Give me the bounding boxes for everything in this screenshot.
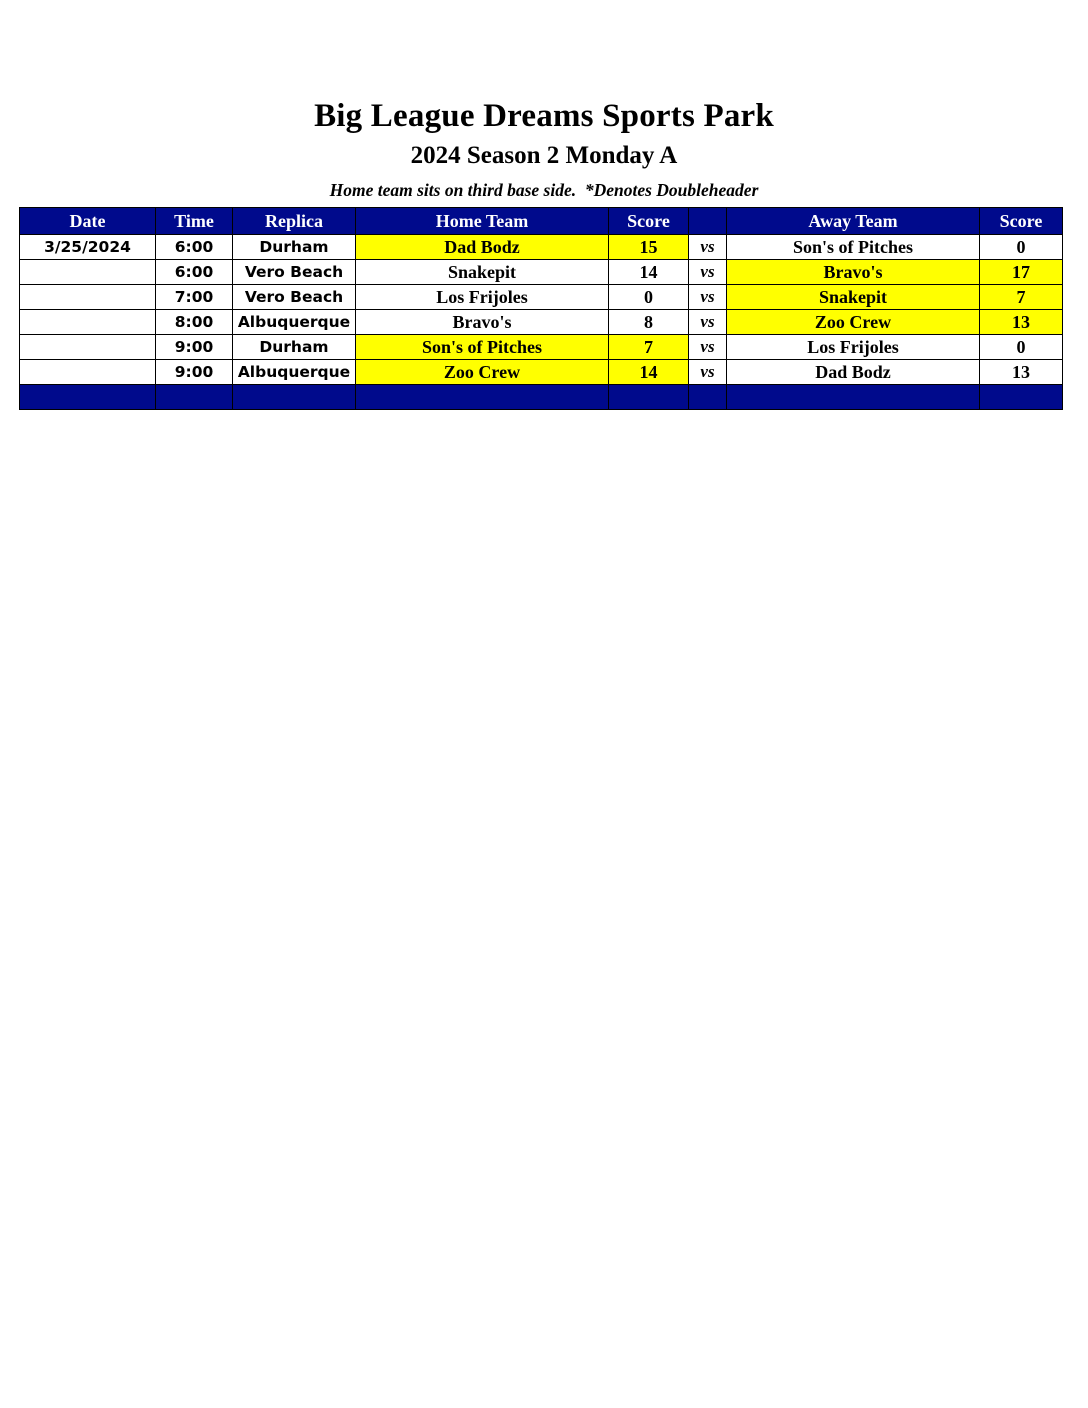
away-team-cell: Son's of Pitches (727, 235, 980, 260)
table-row (20, 360, 1063, 385)
home-score-cell: 14 (609, 260, 689, 285)
column-header-replica: Replica (233, 208, 356, 235)
home-team-cell: Zoo Crew (356, 360, 609, 385)
footer-cell (20, 385, 156, 410)
footer-cell (356, 385, 609, 410)
footer-cell (156, 385, 233, 410)
footer-cell (609, 385, 689, 410)
home-team-cell: Los Frijoles (356, 285, 609, 310)
table-row (20, 285, 1063, 310)
away-score-cell: 7 (980, 285, 1063, 310)
table-row (20, 310, 1063, 335)
vs-cell: vs (689, 310, 727, 335)
page-title: Big League Dreams Sports Park (314, 98, 774, 134)
away-team-cell: Snakepit (727, 285, 980, 310)
vs-cell: vs (689, 260, 727, 285)
date-cell (20, 360, 156, 385)
away-team-cell: Los Frijoles (727, 335, 980, 360)
column-header-home-score: Score (609, 208, 689, 235)
replica-cell: Albuquerque (233, 310, 356, 335)
column-header-home-team: Home Team (356, 208, 609, 235)
footer-cell (727, 385, 980, 410)
vs-cell: vs (689, 285, 727, 310)
replica-cell: Vero Beach (233, 260, 356, 285)
home-team-cell: Bravo's (356, 310, 609, 335)
replica-cell: Durham (233, 335, 356, 360)
time-cell: 7:00 (156, 285, 233, 310)
away-score-cell: 0 (980, 235, 1063, 260)
date-cell (20, 335, 156, 360)
date-cell (20, 260, 156, 285)
vs-cell: vs (689, 360, 727, 385)
away-team-cell: Zoo Crew (727, 310, 980, 335)
home-score-cell: 0 (609, 285, 689, 310)
vs-cell: vs (689, 335, 727, 360)
home-score-cell: 7 (609, 335, 689, 360)
home-score-cell: 14 (609, 360, 689, 385)
time-cell: 6:00 (156, 260, 233, 285)
page-subtitle: 2024 Season 2 Monday A (410, 142, 678, 169)
footer-cell (233, 385, 356, 410)
replica-cell: Durham (233, 235, 356, 260)
column-header-time: Time (156, 208, 233, 235)
replica-cell: Albuquerque (233, 360, 356, 385)
date-cell: 3/25/2024 (20, 235, 156, 260)
column-header-date: Date (20, 208, 156, 235)
footer-cell (689, 385, 727, 410)
vs-cell: vs (689, 235, 727, 260)
date-cell (20, 310, 156, 335)
time-cell: 9:00 (156, 335, 233, 360)
away-team-cell: Dad Bodz (727, 360, 980, 385)
home-score-cell: 15 (609, 235, 689, 260)
table-row (20, 335, 1063, 360)
home-team-cell: Snakepit (356, 260, 609, 285)
time-cell: 6:00 (156, 235, 233, 260)
date-cell (20, 285, 156, 310)
replica-cell: Vero Beach (233, 285, 356, 310)
footer-row (20, 385, 1063, 410)
column-header-away-score: Score (980, 208, 1063, 235)
away-score-cell: 0 (980, 335, 1063, 360)
footer-cell (980, 385, 1063, 410)
away-team-cell: Bravo's (727, 260, 980, 285)
schedule-note: Home team sits on third base side. *Denotes Doubleheader (329, 180, 759, 200)
time-cell: 8:00 (156, 310, 233, 335)
away-score-cell: 13 (980, 310, 1063, 335)
column-header-vs (689, 208, 727, 235)
schedule-table (19, 207, 1063, 410)
home-team-cell: Son's of Pitches (356, 335, 609, 360)
home-team-cell: Dad Bodz (356, 235, 609, 260)
table-row (20, 260, 1063, 285)
away-score-cell: 17 (980, 260, 1063, 285)
home-score-cell: 8 (609, 310, 689, 335)
time-cell: 9:00 (156, 360, 233, 385)
away-score-cell: 13 (980, 360, 1063, 385)
table-row (20, 235, 1063, 260)
header-row (20, 208, 1063, 235)
game-rows (20, 235, 1063, 385)
column-header-away-team: Away Team (727, 208, 980, 235)
